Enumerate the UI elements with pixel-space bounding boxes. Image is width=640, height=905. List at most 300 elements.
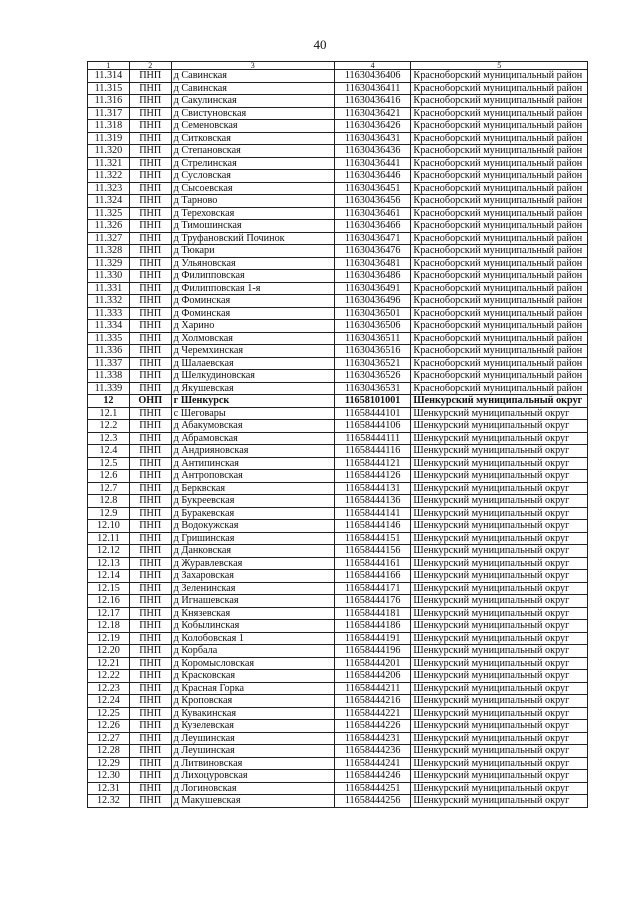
- settlement-name: д Степановская: [171, 145, 334, 158]
- oktmo-code: 11630436431: [334, 132, 411, 145]
- row-number: 11.318: [88, 120, 130, 133]
- settlement-type: ПНП: [129, 770, 171, 783]
- municipal-district: Шенкурский муниципальный округ: [411, 707, 588, 720]
- table-row: [88, 532, 588, 545]
- settlement-type: ПНП: [129, 782, 171, 795]
- row-number: 11.337: [88, 357, 130, 370]
- row-number: 12.11: [88, 532, 130, 545]
- oktmo-code: 11630436411: [334, 82, 411, 95]
- table-body: [88, 70, 588, 808]
- oktmo-code: 11658444131: [334, 482, 411, 495]
- settlement-name: д Филипповская: [171, 270, 334, 283]
- settlement-name: д Абрамовская: [171, 432, 334, 445]
- table-row: [88, 82, 588, 95]
- settlement-name: д Ульяновская: [171, 257, 334, 270]
- oktmo-code: 11658444196: [334, 645, 411, 658]
- municipal-district: Шенкурский муниципальный округ: [411, 495, 588, 508]
- table-row: [88, 107, 588, 120]
- settlement-name: д Тарново: [171, 195, 334, 208]
- oktmo-code: 11630436516: [334, 345, 411, 358]
- settlement-name: д Кувакинская: [171, 707, 334, 720]
- settlement-name: д Фоминская: [171, 307, 334, 320]
- row-number: 11.322: [88, 170, 130, 183]
- settlement-name: д Гришинская: [171, 532, 334, 545]
- row-number: 12.6: [88, 470, 130, 483]
- table-row: [88, 182, 588, 195]
- settlement-name: д Берквская: [171, 482, 334, 495]
- settlement-type: ПНП: [129, 145, 171, 158]
- municipal-district: Шенкурский муниципальный округ: [411, 570, 588, 583]
- column-header-4: 4: [334, 62, 411, 70]
- row-number: 12.23: [88, 682, 130, 695]
- settlement-type: ПНП: [129, 457, 171, 470]
- municipal-district: Красноборский муниципальный район: [411, 232, 588, 245]
- settlement-type: ПНП: [129, 257, 171, 270]
- oktmo-code: 11630436526: [334, 370, 411, 383]
- settlement-name: д Фоминская: [171, 295, 334, 308]
- table-row: [88, 282, 588, 295]
- row-number: 11.316: [88, 95, 130, 108]
- municipal-district: Красноборский муниципальный район: [411, 95, 588, 108]
- settlement-type: ПНП: [129, 732, 171, 745]
- table-row: [88, 720, 588, 733]
- oktmo-code: 11658444221: [334, 707, 411, 720]
- row-number: 11.328: [88, 245, 130, 258]
- settlement-type: ПНП: [129, 695, 171, 708]
- settlement-type: ПНП: [129, 470, 171, 483]
- municipal-district: Красноборский муниципальный район: [411, 182, 588, 195]
- oktmo-code: 11658444176: [334, 595, 411, 608]
- settlement-type: ПНП: [129, 482, 171, 495]
- settlement-name: д Зеленинская: [171, 582, 334, 595]
- oktmo-code: 11630436521: [334, 357, 411, 370]
- municipal-district: Шенкурский муниципальный округ: [411, 507, 588, 520]
- row-number: 12.9: [88, 507, 130, 520]
- oktmo-code: 11630436491: [334, 282, 411, 295]
- row-number: 12.32: [88, 795, 130, 808]
- oktmo-code: 11658444101: [334, 407, 411, 420]
- oktmo-code: 11658444206: [334, 670, 411, 683]
- settlement-name: д Князевская: [171, 607, 334, 620]
- table-row: [88, 507, 588, 520]
- row-number: 12.8: [88, 495, 130, 508]
- municipal-district: Красноборский муниципальный район: [411, 257, 588, 270]
- oktmo-code: 11658444166: [334, 570, 411, 583]
- settlement-name: д Тимошинская: [171, 220, 334, 233]
- oktmo-code: 11630436436: [334, 145, 411, 158]
- row-number: 12.15: [88, 582, 130, 595]
- row-number: 12.28: [88, 745, 130, 758]
- municipal-district: Шенкурский муниципальный округ: [411, 795, 588, 808]
- row-number: 12.21: [88, 657, 130, 670]
- oktmo-code: 11658444161: [334, 557, 411, 570]
- oktmo-code: 11658101001: [334, 395, 411, 408]
- settlement-name: д Абакумовская: [171, 420, 334, 433]
- oktmo-code: 11630436406: [334, 70, 411, 83]
- settlement-name: д Литвиновская: [171, 757, 334, 770]
- row-number: 11.336: [88, 345, 130, 358]
- settlement-name: д Стрелинская: [171, 157, 334, 170]
- settlement-type: ПНП: [129, 120, 171, 133]
- municipal-district: Красноборский муниципальный район: [411, 295, 588, 308]
- settlement-type: ПНП: [129, 282, 171, 295]
- row-number: 11.338: [88, 370, 130, 383]
- row-number: 11.319: [88, 132, 130, 145]
- row-number: 12.1: [88, 407, 130, 420]
- row-number: 12.13: [88, 557, 130, 570]
- table-row: [88, 470, 588, 483]
- column-header-5: 5: [411, 62, 588, 70]
- settlement-type: ПНП: [129, 95, 171, 108]
- municipal-district: Шенкурский муниципальный округ: [411, 732, 588, 745]
- settlement-type: ПНП: [129, 70, 171, 83]
- municipal-district: Красноборский муниципальный район: [411, 132, 588, 145]
- row-number: 11.325: [88, 207, 130, 220]
- table-row: [88, 670, 588, 683]
- settlement-type: ПНП: [129, 370, 171, 383]
- settlement-type: ПНП: [129, 295, 171, 308]
- settlement-name: д Сусловская: [171, 170, 334, 183]
- settlement-name: д Игнашевская: [171, 595, 334, 608]
- settlement-type: ПНП: [129, 682, 171, 695]
- oktmo-code: 11658444106: [334, 420, 411, 433]
- settlement-type: ПНП: [129, 745, 171, 758]
- settlement-name: д Тереховская: [171, 207, 334, 220]
- page-number: 40: [313, 37, 327, 52]
- table-row: [88, 732, 588, 745]
- row-number: 11.333: [88, 307, 130, 320]
- municipal-district: Красноборский муниципальный район: [411, 245, 588, 258]
- row-number: 12.27: [88, 732, 130, 745]
- table-row: [88, 795, 588, 808]
- settlement-name: д Захаровская: [171, 570, 334, 583]
- settlement-name: д Тюкари: [171, 245, 334, 258]
- oktmo-code: 11658444146: [334, 520, 411, 533]
- row-number: 12: [88, 395, 130, 408]
- municipal-district: Шенкурский муниципальный округ: [411, 520, 588, 533]
- oktmo-code: 11630436506: [334, 320, 411, 333]
- municipal-district: Шенкурский муниципальный округ: [411, 595, 588, 608]
- settlement-name: д Харино: [171, 320, 334, 333]
- table-row: [88, 595, 588, 608]
- municipal-district: Шенкурский муниципальный округ: [411, 695, 588, 708]
- settlement-type: ПНП: [129, 332, 171, 345]
- row-number: 12.2: [88, 420, 130, 433]
- settlement-name: г Шенкурск: [171, 395, 334, 408]
- settlement-type: ПНП: [129, 195, 171, 208]
- settlement-type: ПНП: [129, 270, 171, 283]
- table-row: [88, 495, 588, 508]
- oktmo-code: 11658444251: [334, 782, 411, 795]
- settlement-name: д Шалаевская: [171, 357, 334, 370]
- municipal-district: Красноборский муниципальный район: [411, 345, 588, 358]
- row-number: 12.19: [88, 632, 130, 645]
- municipal-district: Шенкурский муниципальный округ: [411, 682, 588, 695]
- row-number: 11.323: [88, 182, 130, 195]
- municipal-district: Шенкурский муниципальный округ: [411, 770, 588, 783]
- settlement-name: д Якушевская: [171, 382, 334, 395]
- oktmo-code: 11658444216: [334, 695, 411, 708]
- municipal-district: Шенкурский муниципальный округ: [411, 645, 588, 658]
- table-row: [88, 132, 588, 145]
- municipal-district: Шенкурский муниципальный округ: [411, 532, 588, 545]
- settlement-type: ПНП: [129, 545, 171, 558]
- settlement-name: д Корбала: [171, 645, 334, 658]
- row-number: 12.25: [88, 707, 130, 720]
- settlement-name: д Леушинская: [171, 745, 334, 758]
- table-row: [88, 645, 588, 658]
- settlement-type: ПНП: [129, 520, 171, 533]
- municipal-district: Шенкурский муниципальный округ: [411, 782, 588, 795]
- row-number: 12.24: [88, 695, 130, 708]
- settlement-name: д Коромысловская: [171, 657, 334, 670]
- row-number: 11.321: [88, 157, 130, 170]
- row-number: 11.335: [88, 332, 130, 345]
- settlement-type: ПНП: [129, 82, 171, 95]
- row-number: 12.18: [88, 620, 130, 633]
- settlement-name: д Леушинская: [171, 732, 334, 745]
- settlement-name: д Черемхинская: [171, 345, 334, 358]
- municipal-district: Красноборский муниципальный район: [411, 382, 588, 395]
- column-header-row: [88, 62, 588, 70]
- oktmo-code: 11630436441: [334, 157, 411, 170]
- table-row: [88, 220, 588, 233]
- row-number: 11.332: [88, 295, 130, 308]
- settlement-type: ПНП: [129, 170, 171, 183]
- row-number: 11.320: [88, 145, 130, 158]
- table-row: [88, 657, 588, 670]
- row-number: 12.3: [88, 432, 130, 445]
- municipal-district: Шенкурский муниципальный округ: [411, 545, 588, 558]
- oktmo-code: 11630436421: [334, 107, 411, 120]
- row-number: 12.10: [88, 520, 130, 533]
- settlement-name: д Водокужская: [171, 520, 334, 533]
- municipal-district: Шенкурский муниципальный округ: [411, 470, 588, 483]
- municipal-district: Шенкурский муниципальный округ: [411, 420, 588, 433]
- oktmo-code: 11658444201: [334, 657, 411, 670]
- row-number: 12.5: [88, 457, 130, 470]
- municipal-district: Красноборский муниципальный район: [411, 145, 588, 158]
- table-row: [88, 157, 588, 170]
- oktmo-code: 11658444151: [334, 532, 411, 545]
- settlement-type: ПНП: [129, 407, 171, 420]
- oktmo-code: 11630436481: [334, 257, 411, 270]
- oktmo-code: 11658444211: [334, 682, 411, 695]
- table-row: [88, 770, 588, 783]
- municipal-district: Красноборский муниципальный район: [411, 195, 588, 208]
- settlement-name: д Кузелевская: [171, 720, 334, 733]
- row-number: 11.314: [88, 70, 130, 83]
- settlement-type: ПНП: [129, 232, 171, 245]
- settlement-type: ПНП: [129, 432, 171, 445]
- settlement-name: д Сакулинская: [171, 95, 334, 108]
- table-row: [88, 707, 588, 720]
- municipal-district: Красноборский муниципальный район: [411, 207, 588, 220]
- table-row: [88, 745, 588, 758]
- settlement-type: ПНП: [129, 420, 171, 433]
- settlement-type: ПНП: [129, 645, 171, 658]
- table-row: [88, 382, 588, 395]
- row-number: 11.315: [88, 82, 130, 95]
- municipal-district: Красноборский муниципальный район: [411, 70, 588, 83]
- settlement-name: д Труфановский Починок: [171, 232, 334, 245]
- settlement-type: ПНП: [129, 795, 171, 808]
- municipal-district: Шенкурский муниципальный округ: [411, 632, 588, 645]
- settlement-type: ОНП: [129, 395, 171, 408]
- oktmo-code: 11630436471: [334, 232, 411, 245]
- settlement-type: ПНП: [129, 532, 171, 545]
- row-number: 12.29: [88, 757, 130, 770]
- table-row: [88, 695, 588, 708]
- municipal-district: Красноборский муниципальный район: [411, 170, 588, 183]
- settlement-name: д Савинская: [171, 70, 334, 83]
- municipal-district: Шенкурский муниципальный округ: [411, 607, 588, 620]
- settlements-table: [87, 61, 588, 808]
- oktmo-code: 11658444141: [334, 507, 411, 520]
- municipal-district: Шенкурский муниципальный округ: [411, 432, 588, 445]
- table-row: [88, 332, 588, 345]
- row-number: 12.7: [88, 482, 130, 495]
- settlement-type: ПНП: [129, 570, 171, 583]
- settlement-type: ПНП: [129, 670, 171, 683]
- oktmo-code: 11630436501: [334, 307, 411, 320]
- oktmo-code: 11658444231: [334, 732, 411, 745]
- row-number: 11.326: [88, 220, 130, 233]
- municipal-district: Шенкурский муниципальный округ: [411, 457, 588, 470]
- oktmo-code: 11630436511: [334, 332, 411, 345]
- table-row: [88, 445, 588, 458]
- municipal-district: Шенкурский муниципальный округ: [411, 445, 588, 458]
- row-number: 12.26: [88, 720, 130, 733]
- oktmo-code: 11630436416: [334, 95, 411, 108]
- row-number: 12.12: [88, 545, 130, 558]
- settlement-type: ПНП: [129, 207, 171, 220]
- municipal-district: Красноборский муниципальный район: [411, 332, 588, 345]
- settlement-type: ПНП: [129, 382, 171, 395]
- settlement-name: д Буракевская: [171, 507, 334, 520]
- table-row: [88, 207, 588, 220]
- row-number: 11.334: [88, 320, 130, 333]
- row-number: 11.317: [88, 107, 130, 120]
- settlement-name: д Красная Горка: [171, 682, 334, 695]
- settlement-name: д Букреевская: [171, 495, 334, 508]
- municipal-district: Шенкурский муниципальный округ: [411, 720, 588, 733]
- table-row: [88, 120, 588, 133]
- table-row: [88, 570, 588, 583]
- municipal-district: Красноборский муниципальный район: [411, 157, 588, 170]
- table-row: [88, 195, 588, 208]
- settlement-name: д Андрияновская: [171, 445, 334, 458]
- settlement-type: ПНП: [129, 307, 171, 320]
- row-number: 12.17: [88, 607, 130, 620]
- table-row: [88, 370, 588, 383]
- settlement-name: д Красковская: [171, 670, 334, 683]
- row-number: 11.324: [88, 195, 130, 208]
- oktmo-code: 11630436456: [334, 195, 411, 208]
- row-number: 11.331: [88, 282, 130, 295]
- settlement-name: д Данковская: [171, 545, 334, 558]
- table-row: [88, 557, 588, 570]
- oktmo-code: 11658444241: [334, 757, 411, 770]
- oktmo-code: 11658444156: [334, 545, 411, 558]
- table-row: [88, 357, 588, 370]
- settlement-type: ПНП: [129, 220, 171, 233]
- municipal-district: Красноборский муниципальный район: [411, 320, 588, 333]
- settlement-name: д Макушевская: [171, 795, 334, 808]
- settlement-type: ПНП: [129, 607, 171, 620]
- table-row: [88, 95, 588, 108]
- settlement-name: д Лихоцуровская: [171, 770, 334, 783]
- settlement-type: ПНП: [129, 107, 171, 120]
- row-number: 11.339: [88, 382, 130, 395]
- municipal-district: Красноборский муниципальный район: [411, 282, 588, 295]
- row-number: 12.22: [88, 670, 130, 683]
- row-number: 12.20: [88, 645, 130, 658]
- municipal-district: Красноборский муниципальный район: [411, 120, 588, 133]
- municipal-district: Красноборский муниципальный район: [411, 357, 588, 370]
- column-header-3: 3: [171, 62, 334, 70]
- column-header-2: 2: [129, 62, 171, 70]
- table-row: [88, 582, 588, 595]
- settlement-name: д Свистуновская: [171, 107, 334, 120]
- table-row: [88, 757, 588, 770]
- table-row: [88, 407, 588, 420]
- row-number: 11.327: [88, 232, 130, 245]
- municipal-district: Шенкурский муниципальный округ: [411, 620, 588, 633]
- settlement-type: ПНП: [129, 320, 171, 333]
- oktmo-code: 11658444226: [334, 720, 411, 733]
- row-number: 12.14: [88, 570, 130, 583]
- oktmo-code: 11658444116: [334, 445, 411, 458]
- table-row: [88, 632, 588, 645]
- oktmo-code: 11658444171: [334, 582, 411, 595]
- table-row: [88, 420, 588, 433]
- oktmo-code: 11630436476: [334, 245, 411, 258]
- row-number: 11.329: [88, 257, 130, 270]
- row-number: 12.31: [88, 782, 130, 795]
- settlement-type: ПНП: [129, 595, 171, 608]
- municipal-district: Красноборский муниципальный район: [411, 307, 588, 320]
- oktmo-code: 11658444186: [334, 620, 411, 633]
- municipal-district: Красноборский муниципальный район: [411, 270, 588, 283]
- municipal-district: Красноборский муниципальный район: [411, 107, 588, 120]
- row-number: 11.330: [88, 270, 130, 283]
- settlement-name: д Колобовская 1: [171, 632, 334, 645]
- table-row: [88, 270, 588, 283]
- settlement-type: ПНП: [129, 345, 171, 358]
- settlement-name: д Ситковская: [171, 132, 334, 145]
- municipal-district: Шенкурский муниципальный округ: [411, 757, 588, 770]
- oktmo-code: 11630436451: [334, 182, 411, 195]
- table-row: [88, 432, 588, 445]
- table-row: [88, 232, 588, 245]
- settlement-name: д Сысоевская: [171, 182, 334, 195]
- oktmo-code: 11630436496: [334, 295, 411, 308]
- oktmo-code: 11658444121: [334, 457, 411, 470]
- settlement-type: ПНП: [129, 445, 171, 458]
- settlement-name: д Антипинская: [171, 457, 334, 470]
- oktmo-code: 11658444181: [334, 607, 411, 620]
- table-row: [88, 170, 588, 183]
- row-number: 12.16: [88, 595, 130, 608]
- settlement-name: д Кобылинская: [171, 620, 334, 633]
- settlement-type: ПНП: [129, 357, 171, 370]
- oktmo-code: 11630436426: [334, 120, 411, 133]
- table-row: [88, 257, 588, 270]
- settlement-type: ПНП: [129, 720, 171, 733]
- municipal-district: Шенкурский муниципальный округ: [411, 395, 588, 408]
- table-row: [88, 70, 588, 83]
